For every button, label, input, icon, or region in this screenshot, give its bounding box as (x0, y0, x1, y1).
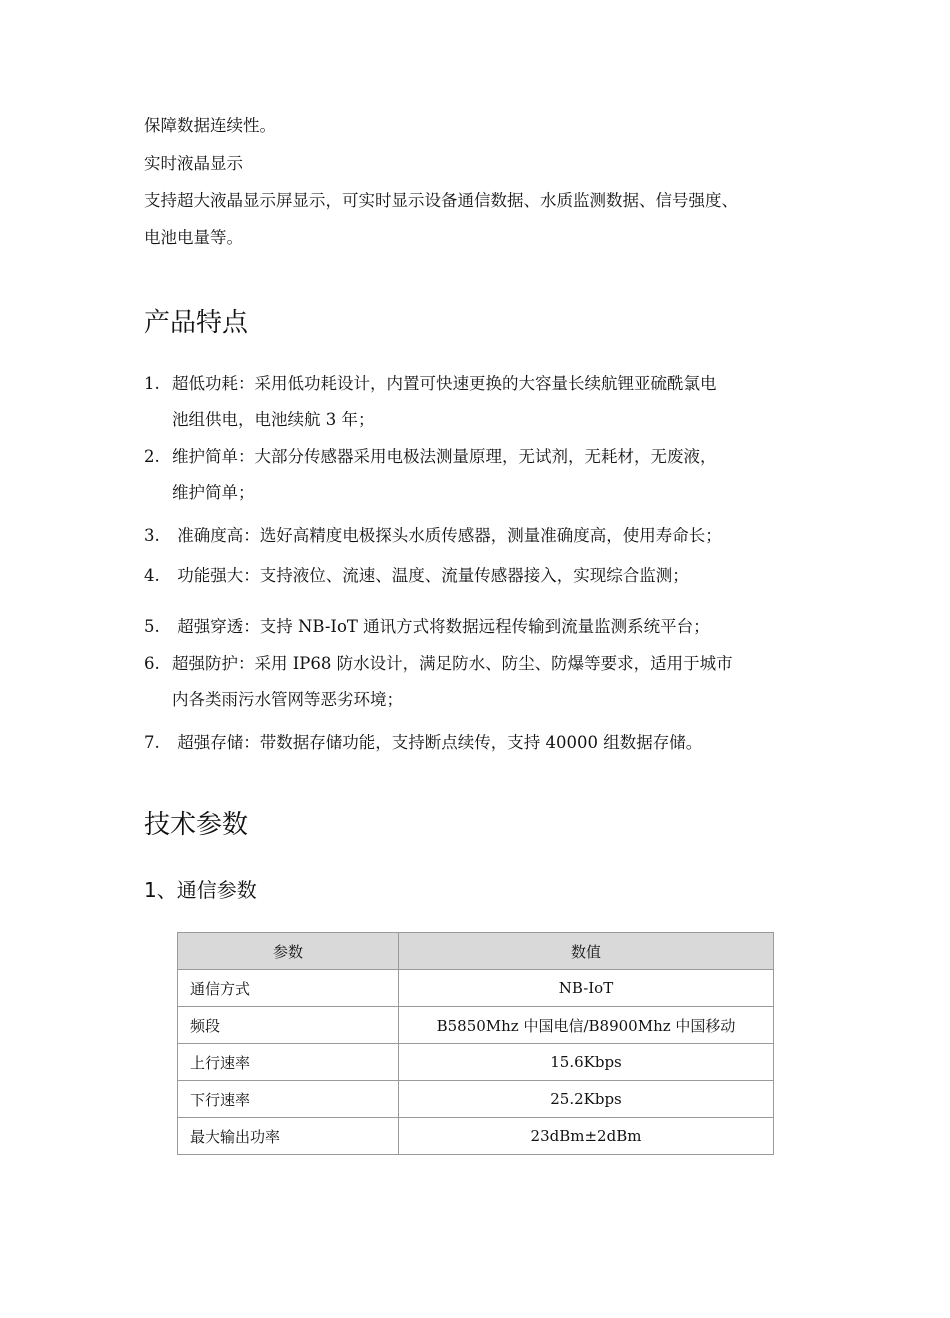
section-heading-communication: 1、通信参数 (144, 878, 257, 902)
param-value: NB-IoT (399, 970, 774, 1007)
feature-item (144, 523, 722, 549)
table-row (178, 1118, 774, 1155)
feature-number: 3. (144, 526, 160, 545)
features-heading: 产品特点 (144, 308, 249, 338)
feature-text: 超强防护：采用 IP68 防水设计，满足防水、防尘、防爆等要求，适用于城市 (172, 654, 733, 673)
feature-text: 维护简单：大部分传感器采用电极法测量原理，无试剂，无耗材，无废液， (172, 447, 717, 466)
feature-text: 准确度高：选好高精度电极探头水质传感器，测量准确度高，使用寿命长； (172, 526, 722, 545)
param-name: 下行速率 (178, 1081, 399, 1118)
feature-text: 功能强大：支持液位、流速、温度、流量传感器接入，实现综合监测； (172, 566, 689, 585)
lcd-heading: 实时液晶显示 (144, 154, 243, 173)
param-name: 上行速率 (178, 1044, 399, 1081)
feature-item (144, 371, 717, 429)
feature-text: 超强穿透：支持 NB-IoT 通讯方式将数据远程传输到流量监测系统平台； (172, 617, 710, 636)
table-row (178, 1007, 774, 1044)
feature-text-continued: 维护简单； (172, 483, 255, 502)
feature-text-continued: 池组供电，电池续航 3 年； (172, 410, 375, 429)
feature-number: 7. (144, 733, 160, 752)
feature-number: 2. (144, 447, 160, 466)
table-row (178, 970, 774, 1007)
param-name: 频段 (178, 1007, 399, 1044)
page-break-cutoff (170, 1157, 790, 1177)
feature-number: 5. (144, 617, 160, 636)
table-row (178, 1044, 774, 1081)
lcd-description-line1: 支持超大液晶显示屏显示，可实时显示设备通信数据、水质监测数据、信号强度、 (144, 191, 738, 210)
param-name: 通信方式 (178, 970, 399, 1007)
table-row (178, 1081, 774, 1118)
feature-item (144, 444, 717, 502)
intro-line: 保障数据连续性。 (144, 116, 276, 135)
feature-number: 4. (144, 566, 160, 585)
feature-text: 超强存储：带数据存储功能，支持断点续传，支持 40000 组数据存储。 (172, 733, 703, 752)
tech-heading: 技术参数 (144, 810, 249, 840)
feature-item (144, 614, 710, 640)
feature-item (144, 651, 733, 709)
communication-params-table (177, 932, 774, 1155)
column-header: 数值 (399, 933, 774, 970)
param-value: 25.2Kbps (399, 1081, 774, 1118)
table-header-row (178, 933, 774, 970)
column-header: 参数 (178, 933, 399, 970)
param-value: 15.6Kbps (399, 1044, 774, 1081)
lcd-description-line2: 电池电量等。 (144, 228, 243, 247)
feature-number: 1. (144, 374, 160, 393)
param-value: B5850Mhz 中国电信/B8900Mhz 中国移动 (399, 1007, 774, 1044)
feature-number: 6. (144, 654, 160, 673)
feature-item (144, 730, 702, 756)
param-value: 23dBm±2dBm (399, 1118, 774, 1155)
feature-text: 超低功耗：采用低功耗设计，内置可快速更换的大容量长续航锂亚硫酰氯电 (172, 374, 717, 393)
feature-text-continued: 内各类雨污水管网等恶劣环境； (172, 690, 403, 709)
feature-item (144, 563, 689, 589)
param-name: 最大输出功率 (178, 1118, 399, 1155)
